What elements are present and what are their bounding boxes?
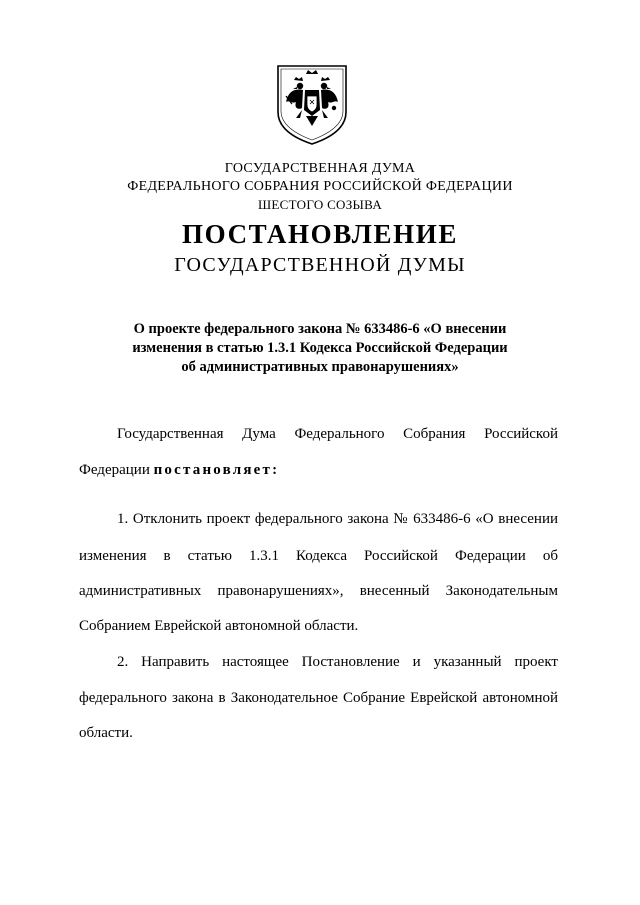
document-title: ПОСТАНОВЛЕНИЕ [182, 219, 458, 249]
paragraph-2-line-2: федерального закона в Законодательное Собрание Еврейской автономной [79, 690, 558, 706]
subject-line-3: об административных правонарушениях» [181, 359, 459, 375]
intro-line-1: Государственная Дума Федерального Собрания Российской [117, 426, 558, 442]
paragraph-1-line-4: Собранием Еврейской автономной области. [79, 618, 359, 634]
document-subtitle: ГОСУДАРСТВЕННОЙ ДУМЫ [174, 254, 466, 276]
intro-line-2 [79, 460, 558, 480]
subject-line-2: изменения в статью 1.3.1 Кодекса Российской Федерации [132, 340, 508, 356]
intro-prefix: Федерации [79, 462, 150, 478]
header-line-1: ГОСУДАРСТВЕННАЯ ДУМА [224, 161, 416, 176]
header-line-2: ФЕДЕРАЛЬНОГО СОБРАНИЯ РОССИЙСКОЙ ФЕДЕРАЦИИ [127, 179, 513, 194]
paragraph-1-line-3: административных правонарушениях», внесенный Законодательным [79, 583, 558, 599]
decree-word: постановляет: [153, 462, 280, 478]
double-headed-eagle-icon [272, 60, 352, 146]
paragraph-2-line-3: области. [79, 725, 133, 741]
header-line-3: ШЕСТОГО СОЗЫВА [257, 197, 383, 212]
subject-line-1: О проекте федерального закона № 633486-6 «О внесении [133, 321, 507, 337]
paragraph-2-line-1: 2. Направить настоящее Постановление и указанный проект [117, 654, 558, 670]
paragraph-1-line-1: 1. Отклонить проект федерального закона № 633486-6 «О внесении [117, 511, 558, 527]
coat-of-arms-emblem [272, 60, 352, 146]
paragraph-1-line-2: изменения в статью 1.3.1 Кодекса Российской Федерации об [79, 548, 558, 564]
